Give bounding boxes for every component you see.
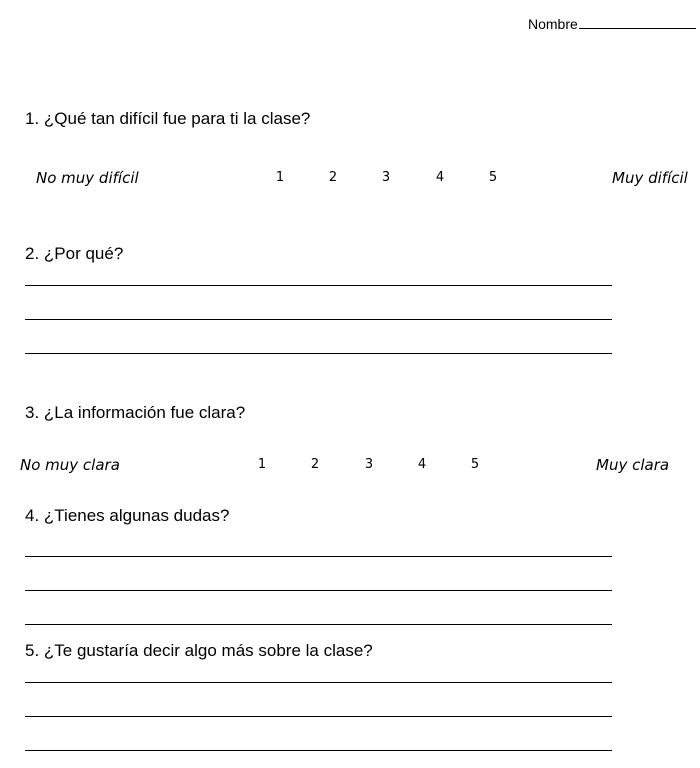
q2-answer-line-3[interactable] [25,353,612,354]
q1-scale-option-4[interactable]: 4 [435,170,445,185]
q4-answer-line-1[interactable] [25,556,612,557]
question-2: 2. ¿Por qué? [25,244,124,263]
q3-scale-option-4[interactable]: 4 [417,457,427,472]
question-5: 5. ¿Te gustaría decir algo más sobre la clase? [25,641,373,660]
name-input-line[interactable] [579,14,696,29]
q2-answer-line-1[interactable] [25,285,612,286]
q1-scale-option-5[interactable]: 5 [488,170,498,185]
q3-scale-option-1[interactable]: 1 [257,457,267,472]
q3-scale-low-label: No muy clara [20,456,120,474]
q3-scale-option-5[interactable]: 5 [470,457,480,472]
q5-answer-line-2[interactable] [25,716,612,717]
q1-scale-option-1[interactable]: 1 [275,170,285,185]
q4-answer-line-2[interactable] [25,590,612,591]
q1-scale-high-label: Muy difícil [612,169,688,187]
q1-scale-option-2[interactable]: 2 [328,170,338,185]
q1-scale-option-3[interactable]: 3 [381,170,391,185]
q2-answer-line-2[interactable] [25,319,612,320]
name-field[interactable] [528,14,696,33]
q3-scale-high-label: Muy clara [596,456,670,474]
question-4: 4. ¿Tienes algunas dudas? [25,506,230,525]
q3-scale-option-3[interactable]: 3 [364,457,374,472]
q5-answer-line-1[interactable] [25,682,612,683]
question-1: 1. ¿Qué tan difícil fue para ti la clase? [25,109,311,128]
question-3: 3. ¿La información fue clara? [25,403,246,422]
name-label: Nombre [528,16,578,32]
q5-answer-line-3[interactable] [25,750,612,751]
q1-scale-low-label: No muy difícil [36,169,139,187]
q3-scale-option-2[interactable]: 2 [310,457,320,472]
q4-answer-line-3[interactable] [25,624,612,625]
